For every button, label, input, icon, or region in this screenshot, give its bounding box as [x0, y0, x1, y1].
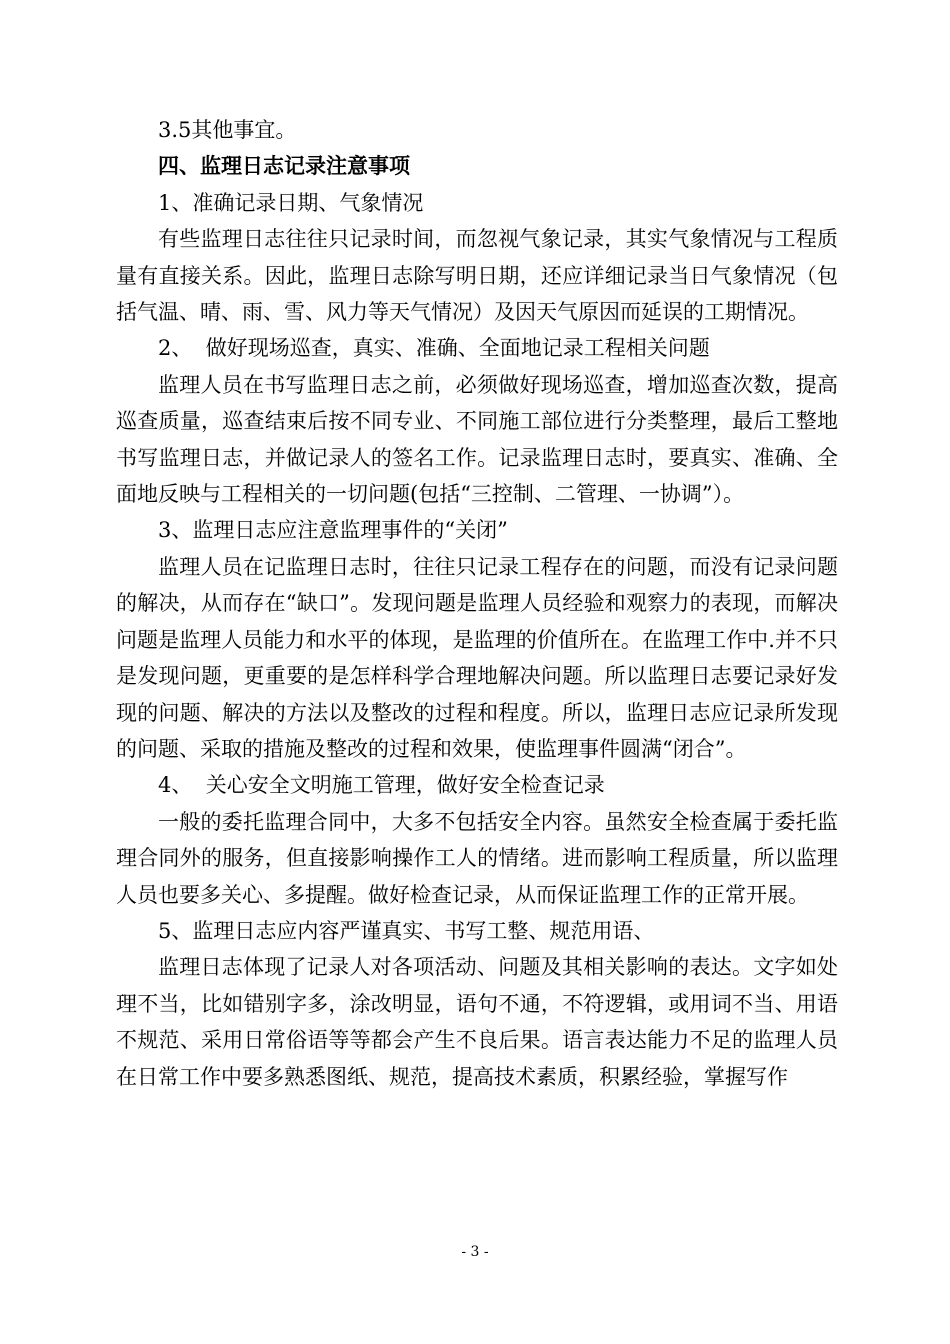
subheading-3: 3、监理日志应注意监理事件的“关闭” — [158, 518, 508, 543]
subheading-5: 5、监理日志应内容严谨真实、书写工整、规范用语、 — [158, 918, 655, 943]
paragraph-5: 监理日志体现了记录人对各项活动、问题及其相关影响的表达。文字如处理不当，比如错别字多，涂改明显，语句不通，不符逻辑，或用词不当、用语不规范、采用日常俗语等等都会产生不良后果。语言表达能力不足的监理人员在日常工作中要多熟悉图纸、规范，提高技术素质，积累经验，掌握写作 — [116, 955, 838, 1089]
subheading-2: 2、 做好现场巡查，真实、准确、全面地记录工程相关问题 — [158, 336, 710, 361]
paragraph-3: 监理人员在记监理日志时，往往只记录工程存在的问题，而没有记录问题的解决，从而存在“缺口”。发现问题是监理人员经验和观察力的表现，而解决问题是监理人员能力和水平的体现，是监理的价值所在。在监理工作中.并不只是发现问题，更重要的是怎样科学合理地解决问题。所以监理日志要记录好发现的问题、解决的方法以及整改的过程和程度。所以，监理日志应记录所发现的问题、采取的措施及整改的过程和效果，使监理事件圆满“闭合”。 — [116, 554, 838, 761]
item-3-5-other-matters: 3.5其他事宜。 — [158, 118, 297, 142]
paragraph-2: 监理人员在书写监理日志之前，必须做好现场巡查，增加巡查次数，提高巡查质量，巡查结束后按不同专业、不同施工部位进行分类整理，最后工整地书写监理日志，并做记录人的签名工作。记录监理日志时，要真实、准确、全面地反映与工程相关的一切问题(包括“三控制、二管理、一协调”）。 — [116, 372, 838, 507]
section-heading-4: 四、监理日志记录注意事项 — [158, 153, 410, 179]
paragraph-4: 一般的委托监理合同中，大多不包括安全内容。虽然安全检查属于委托监理合同外的服务，但直接影响操作工人的情绪。进而影响工程质量，所以监理人员也要多关心、多提醒。做好检查记录，从而保证监理工作的正常开展。 — [116, 809, 838, 907]
subheading-1: 1、准确记录日期、气象情况 — [158, 190, 424, 215]
page-number: - 3 - — [461, 1244, 489, 1260]
document-body — [116, 112, 838, 1095]
subheading-4: 4、 关心安全文明施工管理，做好安全检查记录 — [158, 773, 605, 798]
paragraph-1: 有些监理日志往往只记录时间，而忽视气象记录，其实气象情况与工程质量有直接关系。因此，监理日志除写明日期，还应详细记录当日气象情况（包括气温、晴、雨、雪、风力等天气情况）及因天气原因而延误的工期情况。 — [116, 227, 838, 325]
